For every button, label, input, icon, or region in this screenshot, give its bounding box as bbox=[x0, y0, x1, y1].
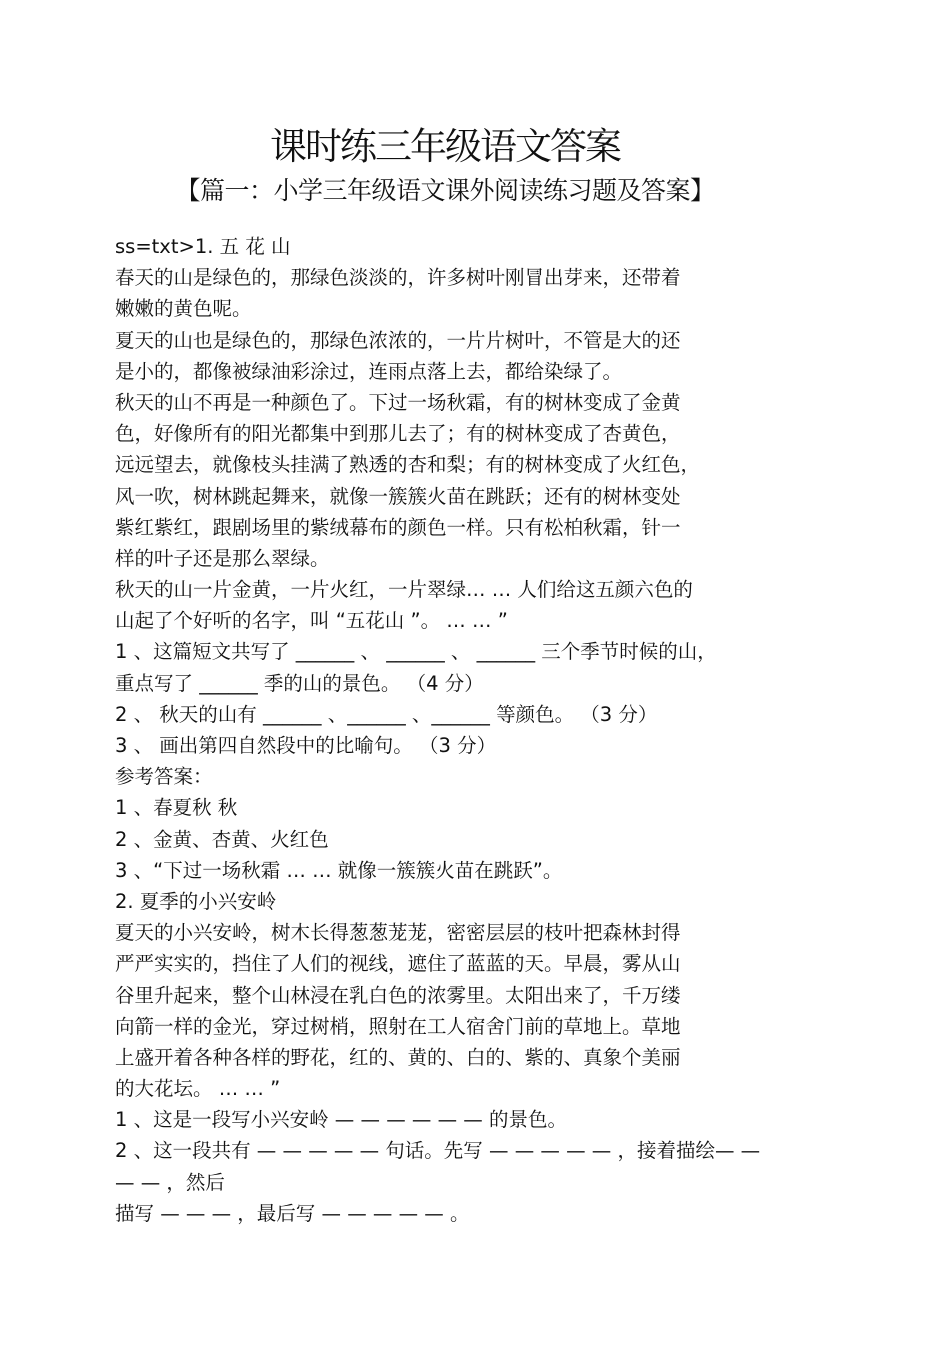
question-line: 1 、这是一段写小兴安岭 — — — — — — 的景色。 bbox=[115, 1108, 567, 1132]
text-line: 的大花坛。 … … ” bbox=[115, 1077, 281, 1101]
question-line: 2 、 秋天的山有 ______ 、______ 、______ 等颜色。 （3 分） bbox=[115, 702, 658, 726]
text-line: 夏天的小兴安岭，树木长得葱葱茏茏，密密层层的枝叶把森林封得 bbox=[115, 921, 681, 945]
answer-heading: 参考答案： bbox=[115, 765, 213, 789]
page-subtitle: 【篇一：小学三年级语文课外阅读练习题及答案】 bbox=[175, 176, 715, 205]
text-line: 远远望去，就像枝头挂满了熟透的杏和梨；有的树林变成了火红色， bbox=[115, 453, 701, 477]
text-line: 春天的山是绿色的，那绿色淡淡的，许多树叶刚冒出芽来，还带着 bbox=[115, 266, 681, 290]
text-line: 山起了个好听的名字，叫 “五花山 ”。 … … ” bbox=[115, 609, 508, 633]
question-line: 描写 — — — ，最后写 — — — — — 。 bbox=[115, 1201, 470, 1225]
question-line: 重点写了 ______ 季的山的景色。 （4 分） bbox=[115, 671, 484, 695]
text-line: 色，好像所有的阳光都集中到那儿去了；有的树林变成了杏黄色， bbox=[115, 422, 681, 446]
text-line: 嫩嫩的黄色呢。 bbox=[115, 297, 252, 321]
text-line: ss=txt>1. 五 花 山 bbox=[115, 235, 291, 258]
answer-line: 2 、金黄、杏黄、火红色 bbox=[115, 827, 329, 851]
text-line: 秋天的山不再是一种颜色了。下过一场秋霜，有的树林变成了金黄 bbox=[115, 390, 681, 414]
text-line: 夏天的山也是绿色的，那绿色浓浓的，一片片树叶，不管是大的还 bbox=[115, 328, 681, 352]
answer-line: 1 、春夏秋 秋 bbox=[115, 796, 238, 820]
text-line: 上盛开着各种各样的野花，红的、黄的、白的、紫的、真象个美丽 bbox=[115, 1045, 681, 1069]
text-line: 是小的，都像被绿油彩涂过，连雨点落上去，都给染绿了。 bbox=[115, 359, 623, 383]
text-line: 严严实实的，挡住了人们的视线，遮住了蓝蓝的天。早晨，雾从山 bbox=[115, 952, 681, 976]
question-line: 3 、 画出第四自然段中的比喻句。 （3 分） bbox=[115, 734, 497, 757]
page-title: 课时练三年级语文答案 bbox=[270, 125, 620, 168]
text-line: 风一吹，树林跳起舞来，就像一簇簇火苗在跳跃；还有的树林变处 bbox=[115, 484, 681, 508]
text-line: 秋天的山一片金黄，一片火红，一片翠绿… … 人们给这五颜六色的 bbox=[115, 578, 693, 602]
text-line: 样的叶子还是那么翠绿。 bbox=[115, 546, 330, 570]
question-line: — — ，然后 bbox=[115, 1170, 225, 1194]
text-line: 紫红紫红，跟剧场里的紫绒幕布的颜色一样。只有松柏秋霜，针一 bbox=[115, 515, 681, 539]
text-line: 谷里升起来，整个山林浸在乳白色的浓雾里。太阳出来了，千万缕 bbox=[115, 983, 681, 1007]
question-line: 1 、这篇短文共写了 ______ 、 ______ 、 ______ 三个季节时候的山， bbox=[115, 640, 717, 664]
document-body bbox=[115, 231, 915, 1229]
question-line: 2 、这一段共有 — — — — — 句话。先写 — — — — — ，接着描绘— — bbox=[115, 1139, 761, 1163]
answer-line: 3 、“下过一场秋霜 … … 就像一簇簇火苗在跳跃”。 bbox=[115, 858, 563, 882]
section-heading: 2. 夏季的小兴安岭 bbox=[115, 889, 277, 913]
text-line: 向箭一样的金光，穿过树梢，照射在工人宿舍门前的草地上。草地 bbox=[115, 1014, 681, 1038]
